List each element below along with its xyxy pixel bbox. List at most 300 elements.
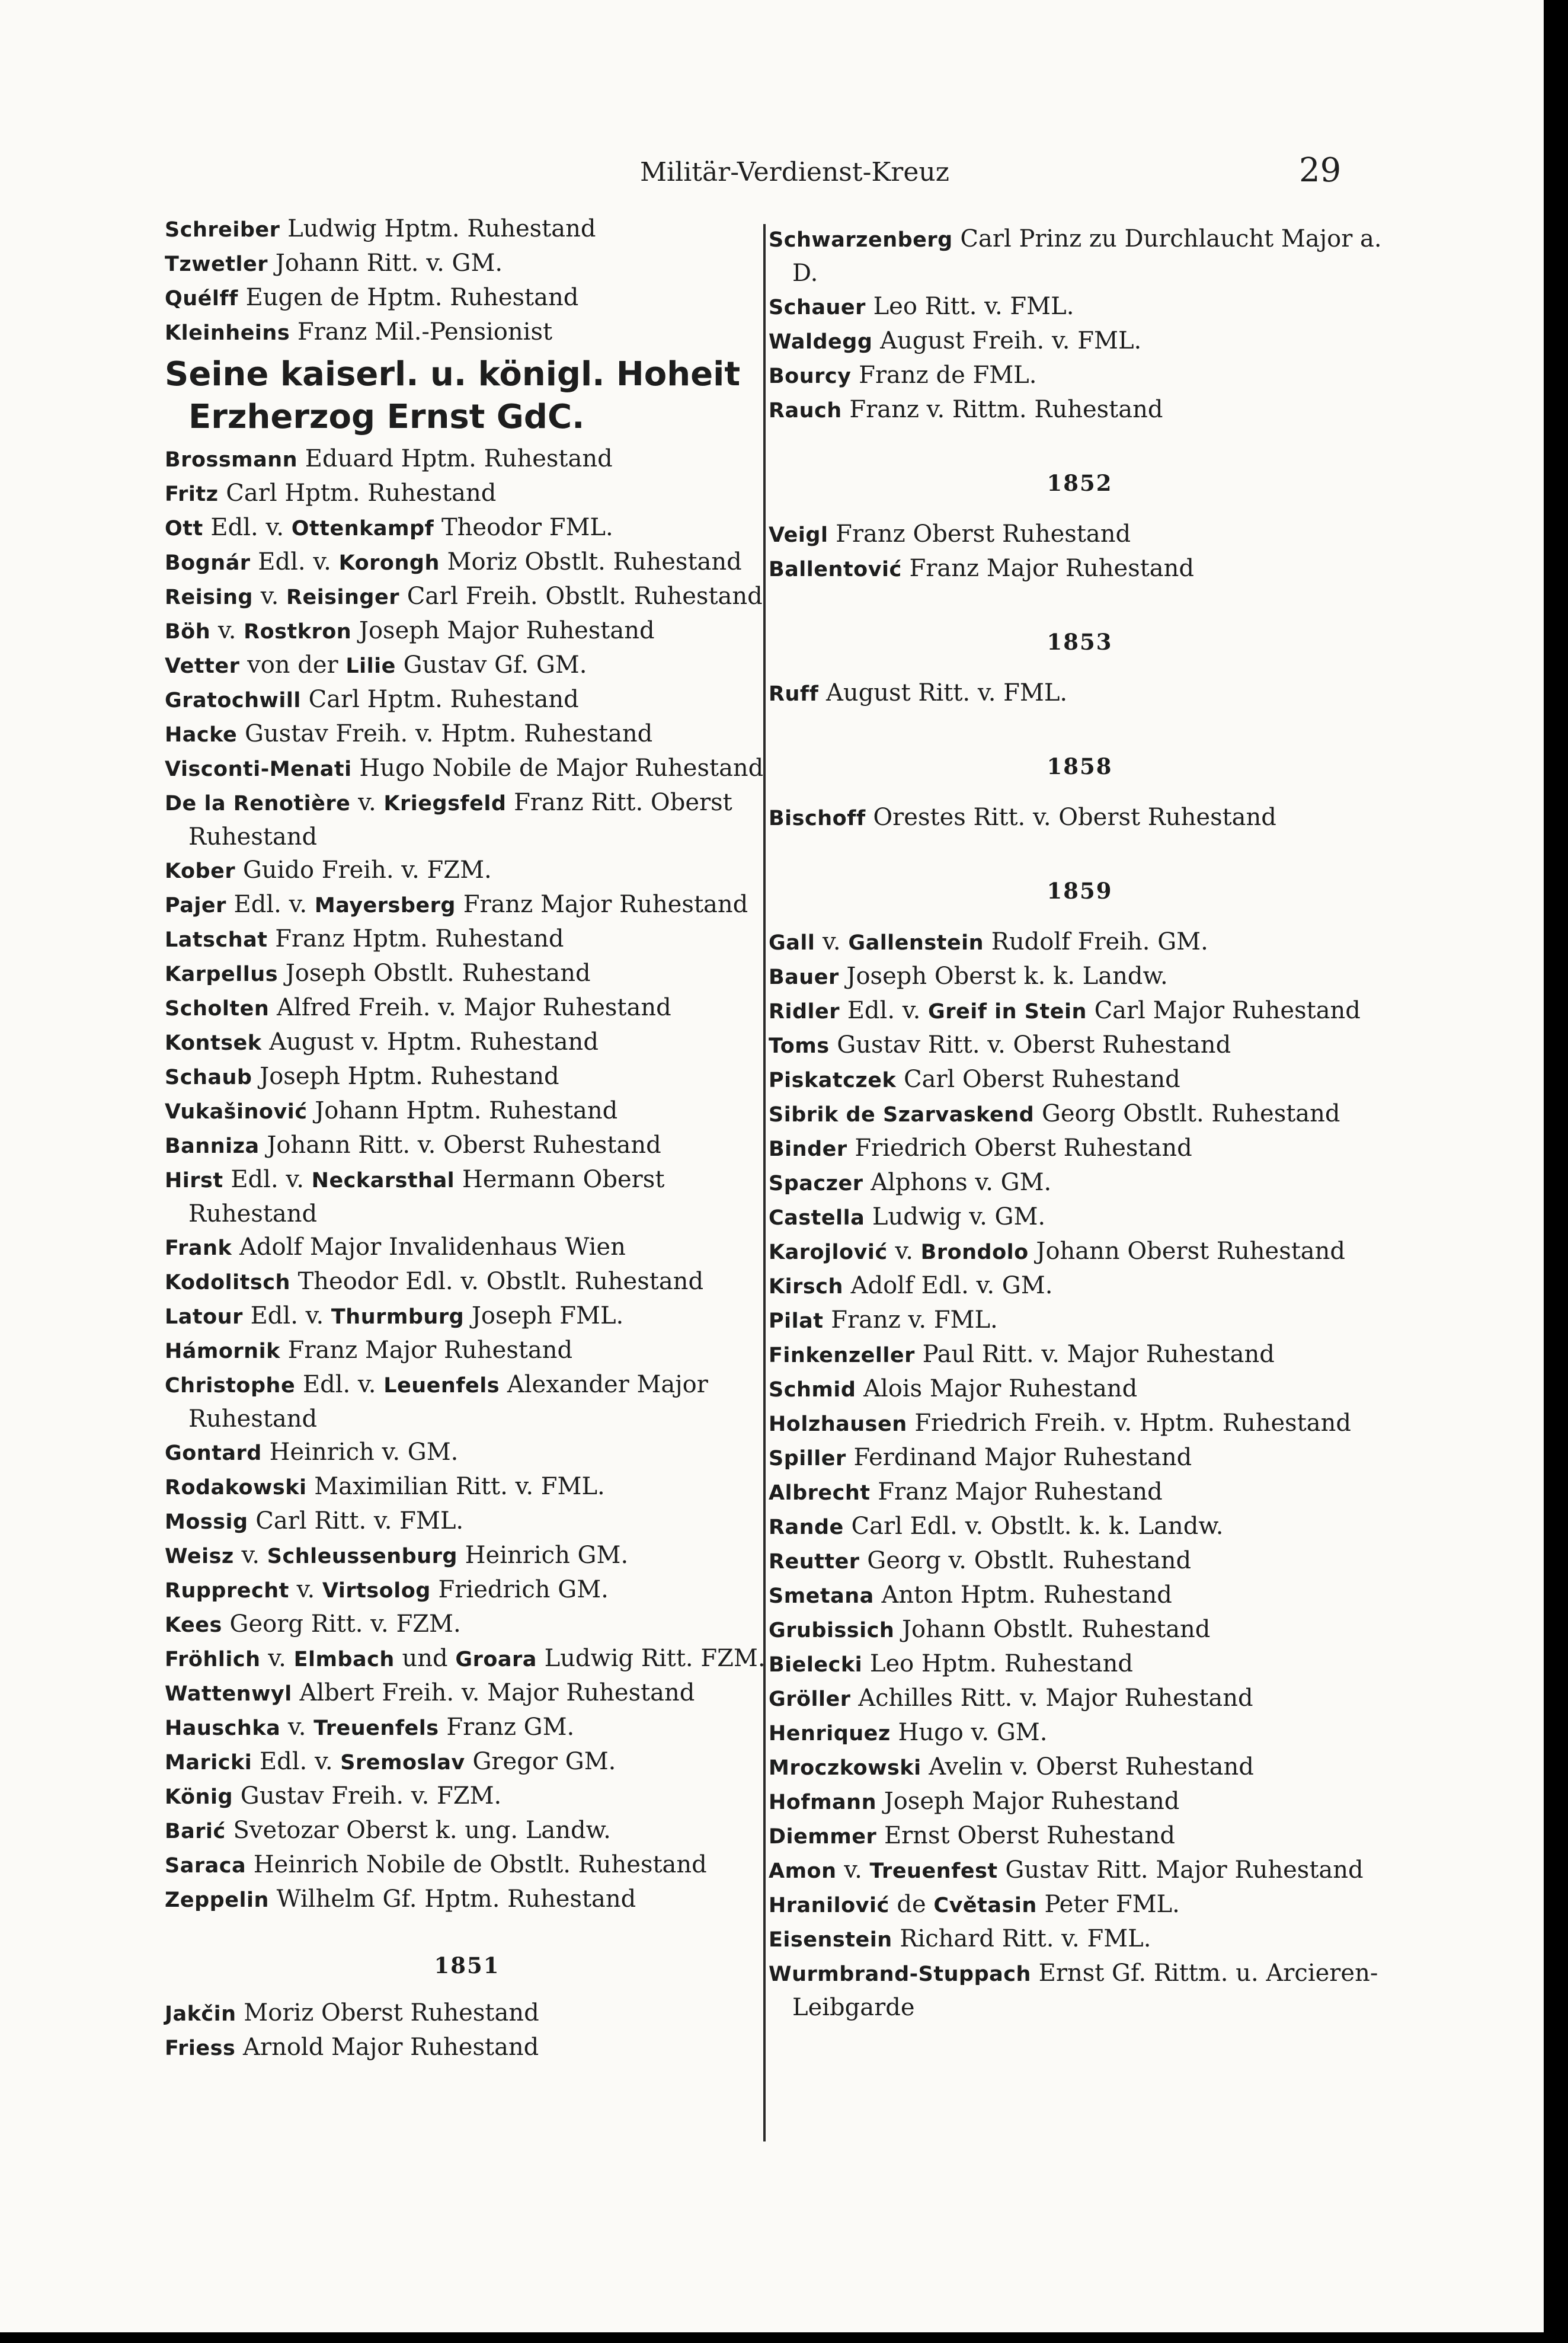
entry-surname: Pajer xyxy=(165,894,226,918)
list-entry xyxy=(165,1642,769,1676)
list-entry xyxy=(165,1573,769,1607)
entry-surname: Reising xyxy=(165,586,253,609)
list-entry xyxy=(165,957,769,991)
entry-surname: Kleinheins xyxy=(165,321,290,345)
year-heading-1851: 1851 xyxy=(434,1952,500,1978)
list-entry xyxy=(165,1539,769,1573)
list-entry xyxy=(769,676,1391,711)
entry-surname: König xyxy=(165,1785,233,1809)
entry-surname: Holzhausen xyxy=(769,1412,907,1436)
list-entry xyxy=(165,1676,769,1711)
entry-detail: August v. Hptm. Ruhestand xyxy=(261,1028,599,1056)
entry-surname: Waldegg xyxy=(769,330,873,354)
entry-surname: Bognár xyxy=(165,551,251,575)
royal-entry: Seine kaiserl. u. königl. Hoheit Erzherzog Ernst GdC. xyxy=(165,355,741,436)
list-entry xyxy=(769,517,1391,552)
list-entry xyxy=(165,614,769,648)
entry-detail: Ludwig Ritt. FZM. xyxy=(536,1645,766,1672)
entry-detail: Hugo v. GM. xyxy=(890,1719,1048,1746)
entry-detail: Svetozar Oberst k. ung. Landw. xyxy=(225,1817,611,1844)
list-entry xyxy=(165,683,769,717)
entry-surname: Eisenstein xyxy=(769,1928,892,1952)
list-entry xyxy=(165,1163,769,1230)
list-entry xyxy=(165,1745,769,1779)
list-entry xyxy=(165,1848,769,1882)
entry-detail: v. xyxy=(260,1645,294,1672)
list-entry xyxy=(769,393,1391,427)
entry-surname: Ballentović xyxy=(769,558,902,581)
entry-detail: Moriz Obstlt. Ruhestand xyxy=(439,548,742,576)
list-entry xyxy=(165,1025,769,1060)
entry-list xyxy=(769,801,1391,835)
entry-surname: Korongh xyxy=(338,551,440,575)
entry-detail: Heinrich GM. xyxy=(457,1542,629,1569)
entry-detail: Rudolf Freih. GM. xyxy=(984,928,1208,955)
entry-surname: Gratochwill xyxy=(165,689,301,712)
entry-surname: Thurmburg xyxy=(331,1305,465,1329)
entry-surname: Zeppelin xyxy=(165,1888,269,1912)
entry-detail: Carl Oberst Ruhestand xyxy=(896,1066,1180,1093)
entry-surname: Karpellus xyxy=(165,963,279,986)
entry-detail: Edl. v. xyxy=(295,1371,384,1398)
entry-detail: Ernst Oberst Ruhestand xyxy=(876,1822,1175,1849)
entry-surname: Mroczkowski xyxy=(769,1756,921,1780)
entry-detail: Heinrich Nobile de Obstlt. Ruhestand xyxy=(246,1851,707,1878)
entry-surname: Ott xyxy=(165,517,203,541)
entry-detail: Ernst Gf. Rittm. u. Arcieren-Leibgarde xyxy=(792,1960,1378,2021)
list-entry xyxy=(165,1470,769,1504)
entry-surname: Bischoff xyxy=(769,807,866,830)
list-entry xyxy=(165,1882,769,1917)
entry-surname: Hámornik xyxy=(165,1340,280,1363)
entry-surname: Tzwetler xyxy=(165,252,268,276)
entry-detail: de xyxy=(889,1891,934,1918)
list-entry xyxy=(769,1269,1391,1303)
entry-detail: Achilles Ritt. v. Major Ruhestand xyxy=(850,1684,1253,1712)
entry-surname: Finkenzeller xyxy=(769,1344,915,1367)
entry-surname: Veigl xyxy=(769,523,828,547)
list-entry xyxy=(165,786,769,854)
entry-surname: Hacke xyxy=(165,723,238,747)
entry-surname: Gallenstein xyxy=(848,931,984,955)
entry-surname: Virtsolog xyxy=(322,1579,431,1603)
entry-surname: Latour xyxy=(165,1305,243,1329)
list-entry xyxy=(165,1436,769,1470)
entry-detail: Georg v. Obstlt. Ruhestand xyxy=(859,1547,1192,1574)
entry-detail: Avelin v. Oberst Ruhestand xyxy=(921,1753,1254,1781)
list-entry xyxy=(769,1303,1391,1338)
entry-surname: Wattenwyl xyxy=(165,1682,292,1706)
entry-surname: Leuenfels xyxy=(383,1374,500,1398)
entry-surname: Schreiber xyxy=(165,218,280,242)
entry-surname: Neckarsthal xyxy=(311,1169,455,1193)
entry-detail: Guido Freih. v. FZM. xyxy=(235,856,492,884)
entry-detail: Gustav Ritt. Major Ruhestand xyxy=(997,1856,1364,1884)
entry-list xyxy=(165,212,769,350)
entry-detail: Edl. v. xyxy=(203,514,292,541)
entry-detail: Paul Ritt. v. Major Ruhestand xyxy=(914,1341,1275,1368)
entry-surname: Gontard xyxy=(165,1441,262,1465)
list-entry xyxy=(769,1750,1391,1785)
entry-surname: Böh xyxy=(165,620,211,644)
list-entry xyxy=(769,324,1391,359)
entry-surname: Rupprecht xyxy=(165,1579,289,1603)
entry-surname: Kontsek xyxy=(165,1031,262,1055)
entry-detail: Eugen de Hptm. Ruhestand xyxy=(238,284,579,311)
entry-surname: Diemmer xyxy=(769,1825,877,1849)
entry-surname: Mossig xyxy=(165,1510,248,1534)
entry-detail: Joseph FML. xyxy=(464,1302,624,1329)
entry-surname: Schleussenburg xyxy=(267,1545,457,1568)
entry-surname: Kober xyxy=(165,859,236,883)
list-entry xyxy=(769,1097,1391,1131)
entry-detail: Edl. v. xyxy=(252,1748,341,1775)
entry-detail: Alexander Major Ruhestand xyxy=(188,1371,708,1433)
entry-detail: Moriz Oberst Ruhestand xyxy=(236,1999,539,2026)
entry-surname: Gröller xyxy=(769,1687,851,1711)
list-entry xyxy=(769,1682,1391,1716)
entry-detail: Carl Hptm. Ruhestand xyxy=(300,686,579,713)
entry-surname: Groara xyxy=(455,1648,537,1671)
entry-detail: Leo Hptm. Ruhestand xyxy=(862,1650,1133,1677)
entry-detail: v. xyxy=(280,1714,314,1741)
list-entry xyxy=(165,1779,769,1814)
entry-surname: Kriegsfeld xyxy=(383,792,507,816)
entry-surname: Albrecht xyxy=(769,1481,871,1505)
year-heading-1852: 1852 xyxy=(1047,470,1113,496)
entry-detail: von der xyxy=(239,651,346,679)
page-header xyxy=(0,151,1544,199)
year-heading-1858: 1858 xyxy=(1047,753,1113,779)
entry-detail: Alfred Freih. v. Major Ruhestand xyxy=(269,994,671,1021)
running-title: Militär-Verdienst-Kreuz xyxy=(640,157,949,187)
list-entry xyxy=(769,801,1391,835)
list-entry xyxy=(165,1094,769,1129)
entry-detail: Ferdinand Major Ruhestand xyxy=(846,1444,1192,1471)
list-entry xyxy=(165,1368,769,1436)
entry-detail: Edl. v. xyxy=(223,1166,312,1193)
entry-detail: Edl. v. xyxy=(250,548,339,576)
entry-detail: Johann Hptm. Ruhestand xyxy=(307,1097,618,1124)
entry-surname: Pilat xyxy=(769,1309,824,1333)
entry-surname: Wurmbrand-Stuppach xyxy=(769,1962,1031,1986)
list-entry xyxy=(769,960,1391,994)
entry-list xyxy=(769,676,1391,711)
entry-detail: Ludwig Hptm. Ruhestand xyxy=(280,215,596,242)
entry-surname: Gall xyxy=(769,931,815,955)
entry-detail: und xyxy=(394,1645,456,1672)
list-entry xyxy=(769,1888,1391,1922)
entry-detail: v. xyxy=(210,617,244,644)
entry-detail: Franz Oberst Ruhestand xyxy=(828,520,1131,548)
entry-surname: Rauch xyxy=(769,399,842,423)
entry-surname: Sibrik de Szarvaskend xyxy=(769,1103,1035,1127)
entry-detail: Joseph Major Ruhestand xyxy=(351,617,655,644)
entry-detail: Franz GM. xyxy=(439,1714,575,1741)
entry-detail: Carl Edl. v. Obstlt. k. k. Landw. xyxy=(843,1513,1224,1540)
entry-surname: Toms xyxy=(769,1034,830,1058)
entry-detail: Arnold Major Ruhestand xyxy=(235,2034,539,2061)
list-entry xyxy=(769,1647,1391,1682)
entry-detail: Theodor FML. xyxy=(434,514,613,541)
entry-surname: Amon xyxy=(769,1859,837,1883)
entry-surname: Vukašinović xyxy=(165,1100,308,1124)
entry-surname: Hofmann xyxy=(769,1791,876,1814)
right-column xyxy=(769,222,1391,2024)
entry-surname: Brondolo xyxy=(920,1241,1029,1264)
entry-surname: Henriquez xyxy=(769,1722,891,1746)
list-entry xyxy=(165,1230,769,1265)
list-entry xyxy=(165,247,769,281)
entry-detail: Ludwig v. GM. xyxy=(865,1203,1046,1230)
entry-detail: Eduard Hptm. Ruhestand xyxy=(297,445,613,472)
entry-surname: Latschat xyxy=(165,928,268,952)
list-entry xyxy=(769,1785,1391,1819)
list-entry xyxy=(769,1819,1391,1853)
entry-surname: Schmid xyxy=(769,1378,856,1402)
list-entry xyxy=(165,1060,769,1094)
year-heading-1853: 1853 xyxy=(1047,629,1113,655)
entry-detail: Franz v. Rittm. Ruhestand xyxy=(841,396,1163,423)
list-entry xyxy=(165,545,769,580)
entry-detail: Johann Obstlt. Ruhestand xyxy=(894,1616,1211,1643)
list-entry xyxy=(769,925,1391,960)
entry-detail: Albert Freih. v. Major Ruhestand xyxy=(292,1679,695,1706)
entry-surname: Barić xyxy=(165,1820,226,1843)
entry-surname: Kirsch xyxy=(769,1275,843,1299)
entry-detail: Joseph Obstlt. Ruhestand xyxy=(278,960,591,987)
entry-surname: De la Renotière xyxy=(165,792,351,816)
list-entry xyxy=(769,222,1391,290)
entry-detail: Franz Major Ruhestand xyxy=(901,555,1195,582)
list-entry xyxy=(165,212,769,247)
entry-detail: Johann Ritt. v. Oberst Ruhestand xyxy=(259,1131,661,1159)
entry-detail: Theodor Edl. v. Obstlt. Ruhestand xyxy=(290,1268,704,1295)
list-entry xyxy=(769,994,1391,1028)
entry-surname: Maricki xyxy=(165,1751,252,1775)
entry-surname: Kees xyxy=(165,1613,222,1637)
list-entry xyxy=(165,1996,769,2031)
entry-detail: Alois Major Ruhestand xyxy=(856,1375,1138,1402)
list-entry xyxy=(769,290,1391,324)
list-entry xyxy=(165,580,769,614)
list-entry xyxy=(165,442,769,477)
entry-list xyxy=(165,1996,769,2065)
list-entry xyxy=(769,1131,1391,1166)
entry-detail: Adolf Major Invalidenhaus Wien xyxy=(232,1233,626,1261)
entry-surname: Ottenkampf xyxy=(291,517,434,541)
entry-surname: Reisinger xyxy=(286,586,399,609)
entry-surname: Grubissich xyxy=(769,1619,895,1642)
list-entry xyxy=(769,1613,1391,1647)
list-entry xyxy=(769,1338,1391,1372)
list-entry xyxy=(165,991,769,1025)
entry-detail: v. xyxy=(289,1576,322,1603)
entry-surname: Rodakowski xyxy=(165,1476,307,1500)
entry-detail: Gregor GM. xyxy=(465,1748,616,1775)
entry-surname: Kodolitsch xyxy=(165,1271,290,1294)
entry-detail: v. xyxy=(887,1238,921,1265)
entry-detail: Peter FML. xyxy=(1036,1891,1180,1918)
entry-surname: Visconti-Menati xyxy=(165,757,352,781)
entry-detail: Adolf Edl. v. GM. xyxy=(843,1272,1053,1299)
list-entry xyxy=(165,2031,769,2065)
entry-surname: Karojlović xyxy=(769,1241,888,1264)
entry-detail: August Freih. v. FML. xyxy=(872,327,1142,354)
entry-surname: Ridler xyxy=(769,1000,840,1024)
list-entry xyxy=(769,1372,1391,1407)
entry-detail: Joseph Hptm. Ruhestand xyxy=(252,1063,559,1090)
entry-list xyxy=(769,222,1391,427)
entry-detail: August Ritt. v. FML. xyxy=(818,679,1068,707)
entry-surname: Quélff xyxy=(165,287,238,311)
entry-detail: Leo Ritt. v. FML. xyxy=(865,293,1074,320)
entry-surname: Treuenfest xyxy=(869,1859,998,1883)
entry-detail: Friedrich Freih. v. Hptm. Ruhestand xyxy=(907,1409,1351,1437)
list-entry xyxy=(165,854,769,888)
year-heading-1859: 1859 xyxy=(1047,878,1113,904)
list-entry xyxy=(165,1504,769,1539)
entry-detail: Franz Ritt. Oberst Ruhestand xyxy=(188,789,732,851)
list-entry xyxy=(165,752,769,786)
entry-detail: Johann Oberst Ruhestand xyxy=(1028,1238,1346,1265)
entry-detail: Friedrich GM. xyxy=(430,1576,609,1603)
list-entry xyxy=(769,359,1391,393)
entry-surname: Spiller xyxy=(769,1447,846,1471)
list-entry xyxy=(165,888,769,922)
list-entry xyxy=(165,477,769,511)
entry-surname: Christophe xyxy=(165,1374,296,1398)
list-entry xyxy=(769,1475,1391,1510)
list-entry xyxy=(165,1265,769,1299)
entry-surname: Piskatczek xyxy=(769,1069,897,1092)
entry-detail: Friedrich Oberst Ruhestand xyxy=(847,1134,1192,1162)
entry-detail: Georg Ritt. v. FZM. xyxy=(222,1610,461,1638)
entry-surname: Hirst xyxy=(165,1169,223,1193)
entry-detail: Edl. v. xyxy=(226,891,315,918)
entry-surname: Brossmann xyxy=(165,448,298,472)
entry-surname: Bauer xyxy=(769,966,839,989)
list-entry xyxy=(165,922,769,957)
list-entry xyxy=(769,1853,1391,1888)
entry-detail: Joseph Major Ruhestand xyxy=(876,1788,1180,1815)
entry-list xyxy=(769,517,1391,586)
entry-detail: Gustav Freih. v. FZM. xyxy=(233,1782,502,1810)
entry-detail: Edl. v. xyxy=(840,997,929,1024)
list-entry xyxy=(769,1922,1391,1957)
entry-detail: Anton Hptm. Ruhestand xyxy=(873,1581,1172,1609)
entry-detail: v. xyxy=(350,789,384,816)
entry-surname: Lilie xyxy=(345,654,396,678)
entry-surname: Schaub xyxy=(165,1066,252,1089)
entry-surname: Treuenfels xyxy=(313,1717,439,1740)
entry-detail: Wilhelm Gf. Hptm. Ruhestand xyxy=(268,1885,636,1913)
list-entry xyxy=(769,1028,1391,1063)
entry-detail: v. xyxy=(253,583,286,610)
entry-surname: Schwarzenberg xyxy=(769,228,953,252)
entry-surname: Banniza xyxy=(165,1134,260,1158)
entry-surname: Greif in Stein xyxy=(928,1000,1087,1024)
entry-detail: Hermann Oberst Ruhestand xyxy=(188,1166,665,1228)
entry-surname: Friess xyxy=(165,2037,236,2060)
entry-surname: Frank xyxy=(165,1236,232,1260)
list-entry xyxy=(165,648,769,683)
entry-surname: Fritz xyxy=(165,482,219,506)
entry-detail: Franz Major Ruhestand xyxy=(870,1478,1163,1505)
entry-detail: Maximilian Ritt. v. FML. xyxy=(306,1473,605,1500)
entry-surname: Binder xyxy=(769,1137,847,1161)
list-entry xyxy=(769,1166,1391,1200)
entry-surname: Schauer xyxy=(769,296,866,319)
list-entry xyxy=(769,1510,1391,1544)
entry-detail: v. xyxy=(815,928,849,955)
list-entry xyxy=(769,1716,1391,1750)
entry-detail: Franz de FML. xyxy=(851,362,1037,389)
entry-surname: Castella xyxy=(769,1206,865,1230)
entry-surname: Scholten xyxy=(165,997,270,1021)
entry-detail: Heinrich v. GM. xyxy=(261,1439,459,1466)
entry-detail: Gustav Freih. v. Hptm. Ruhestand xyxy=(237,720,653,747)
entry-detail: Franz v. FML. xyxy=(823,1306,998,1334)
entry-surname: Saraca xyxy=(165,1854,247,1878)
list-entry xyxy=(165,1814,769,1848)
entry-surname: Cvětasin xyxy=(933,1894,1037,1917)
entry-surname: Smetana xyxy=(769,1584,874,1608)
entry-detail: Franz Major Ruhestand xyxy=(455,891,748,918)
list-entry xyxy=(165,1299,769,1334)
entry-detail: Carl Ritt. v. FML. xyxy=(248,1507,464,1535)
entry-detail: v. xyxy=(836,1856,870,1884)
entry-surname: Bielecki xyxy=(769,1653,863,1677)
entry-list xyxy=(769,925,1391,2024)
entry-surname: Hauschka xyxy=(165,1717,281,1740)
entry-detail: Alphons v. GM. xyxy=(863,1169,1052,1196)
entry-list xyxy=(165,442,769,1917)
entry-surname: Bourcy xyxy=(769,365,852,388)
entry-detail: Gustav Ritt. v. Oberst Ruhestand xyxy=(829,1031,1231,1059)
list-entry xyxy=(769,1200,1391,1235)
list-entry xyxy=(769,1544,1391,1578)
entry-surname: Weisz xyxy=(165,1545,234,1568)
entry-detail: Hugo Nobile de Major Ruhestand xyxy=(351,755,764,782)
list-entry xyxy=(165,511,769,545)
entry-detail: Franz Mil.-Pensionist xyxy=(290,318,553,346)
entry-detail: Franz Hptm. Ruhestand xyxy=(267,925,564,952)
entry-detail: Edl. v. xyxy=(242,1302,331,1329)
entry-surname: Fröhlich xyxy=(165,1648,261,1671)
list-entry xyxy=(769,1578,1391,1613)
entry-surname: Mayersberg xyxy=(314,894,456,918)
list-entry xyxy=(769,1063,1391,1097)
entry-surname: Ruff xyxy=(769,682,819,706)
list-entry xyxy=(165,1334,769,1368)
entry-detail: Johann Ritt. v. GM. xyxy=(268,250,503,277)
list-entry xyxy=(165,281,769,315)
list-entry xyxy=(165,1607,769,1642)
entry-surname: Spaczer xyxy=(769,1172,863,1196)
list-entry xyxy=(769,1235,1391,1269)
list-entry xyxy=(769,1407,1391,1441)
entry-surname: Jakčin xyxy=(165,2002,236,2026)
entry-detail: Carl Hptm. Ruhestand xyxy=(218,480,497,507)
entry-detail: Franz Major Ruhestand xyxy=(280,1337,573,1364)
list-entry xyxy=(165,1129,769,1163)
entry-detail: Joseph Oberst k. k. Landw. xyxy=(839,963,1168,990)
entry-detail: Carl Major Ruhestand xyxy=(1086,997,1361,1024)
entry-detail: Carl Prinz zu Durchlaucht Major a. D. xyxy=(792,225,1382,287)
list-entry xyxy=(165,717,769,752)
entry-detail: Georg Obstlt. Ruhestand xyxy=(1034,1100,1340,1127)
